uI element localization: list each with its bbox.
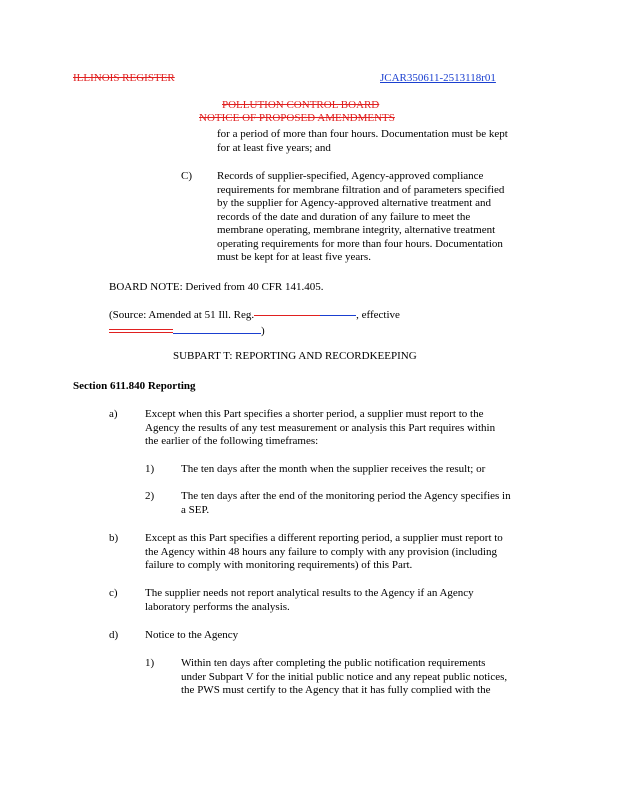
- source-suffix: , effective: [356, 309, 400, 321]
- board-header: POLLUTION CONTROL BOARD: [222, 99, 380, 111]
- red-blank: [254, 314, 320, 316]
- source-line-2: [109, 323, 265, 339]
- blue-blank: [320, 314, 356, 316]
- item-b-text: [145, 532, 503, 573]
- item-c-text: [217, 170, 504, 265]
- text-line: requirements for membrane filtration and of parameters specified: [217, 183, 505, 196]
- item-label: 1): [145, 463, 155, 475]
- text-line: for a period of more than four hours. Documentation must be kept: [217, 128, 508, 140]
- text-line: records of the date and duration of any failure to meet the: [217, 210, 471, 223]
- item-label: b): [109, 532, 119, 544]
- item-a2-text: [181, 490, 511, 517]
- text-line: The supplier needs not report analytical results to the Agency if an Agency: [145, 587, 474, 599]
- item-label: 2): [145, 490, 155, 502]
- text-line: must be kept for at least five years.: [217, 251, 371, 263]
- section-title: Section 611.840 Reporting: [73, 380, 196, 392]
- subpart-title: SUBPART T: REPORTING AND RECORDKEEPING: [173, 350, 417, 362]
- red-double-rule: [109, 329, 173, 333]
- item-label: d): [109, 629, 119, 641]
- text-line: Records of supplier-specified, Agency-approved compliance: [217, 170, 484, 182]
- item-d-text: [145, 629, 238, 643]
- item-label: c): [109, 587, 118, 599]
- text-line: Except when this Part specifies a shorter period, a supplier must report to the: [145, 408, 484, 420]
- blue-rule: [173, 323, 261, 334]
- source-close: ): [261, 325, 265, 337]
- text-line: laboratory performs the analysis.: [145, 600, 290, 613]
- continuation-text: [217, 128, 508, 155]
- item-c-lower-text: [145, 587, 474, 614]
- item-d1-text: [181, 657, 507, 698]
- board-note: BOARD NOTE: Derived from 40 CFR 141.405.: [109, 281, 324, 293]
- text-line: The ten days after the end of the monitoring period the Agency specifies in: [181, 490, 511, 502]
- text-line: a SEP.: [181, 503, 210, 516]
- text-line: membrane operating, membrane integrity, alternative treatment: [217, 224, 496, 236]
- register-header: ILLINOIS REGISTER: [73, 72, 175, 84]
- text-line: by the supplier for Agency-approved alternative treatment and: [217, 197, 491, 209]
- item-label: 1): [145, 657, 155, 669]
- item-label: a): [109, 408, 118, 420]
- text-line: Within ten days after completing the public notification requirements: [181, 657, 486, 669]
- text-line: operating requirements for more than four hours. Documentation: [217, 237, 503, 250]
- item-a1-text: [181, 463, 485, 477]
- text-line: the Agency within 48 hours any failure to comply with any provision (including: [145, 545, 497, 558]
- text-line: the earlier of the following timeframes:: [145, 435, 319, 447]
- text-line: The ten days after the month when the supplier receives the result; or: [181, 463, 486, 475]
- text-line: Notice to the Agency: [145, 629, 239, 641]
- text-line: Agency the results of any test measurement or analysis this Part requires within: [145, 421, 496, 434]
- text-line: under Subpart V for the initial public notice and any repeat public notices,: [181, 670, 508, 683]
- source-prefix: (Source: Amended at 51 Ill. Reg.: [109, 309, 255, 321]
- item-label: C): [181, 170, 192, 182]
- text-line: failure to comply with monitoring requirements) of this Part.: [145, 559, 413, 571]
- text-line: Except as this Part specifies a different reporting period, a supplier must report to: [145, 532, 503, 544]
- text-line: for at least five years; and: [217, 141, 331, 154]
- notice-header: NOTICE OF PROPOSED AMENDMENTS: [199, 112, 395, 124]
- item-a-text: [145, 408, 495, 449]
- jcar-header: JCAR350611-2513118r01: [380, 72, 496, 84]
- source-line: [109, 309, 400, 323]
- text-line: the PWS must certify to the Agency that it has fully complied with the: [181, 684, 491, 696]
